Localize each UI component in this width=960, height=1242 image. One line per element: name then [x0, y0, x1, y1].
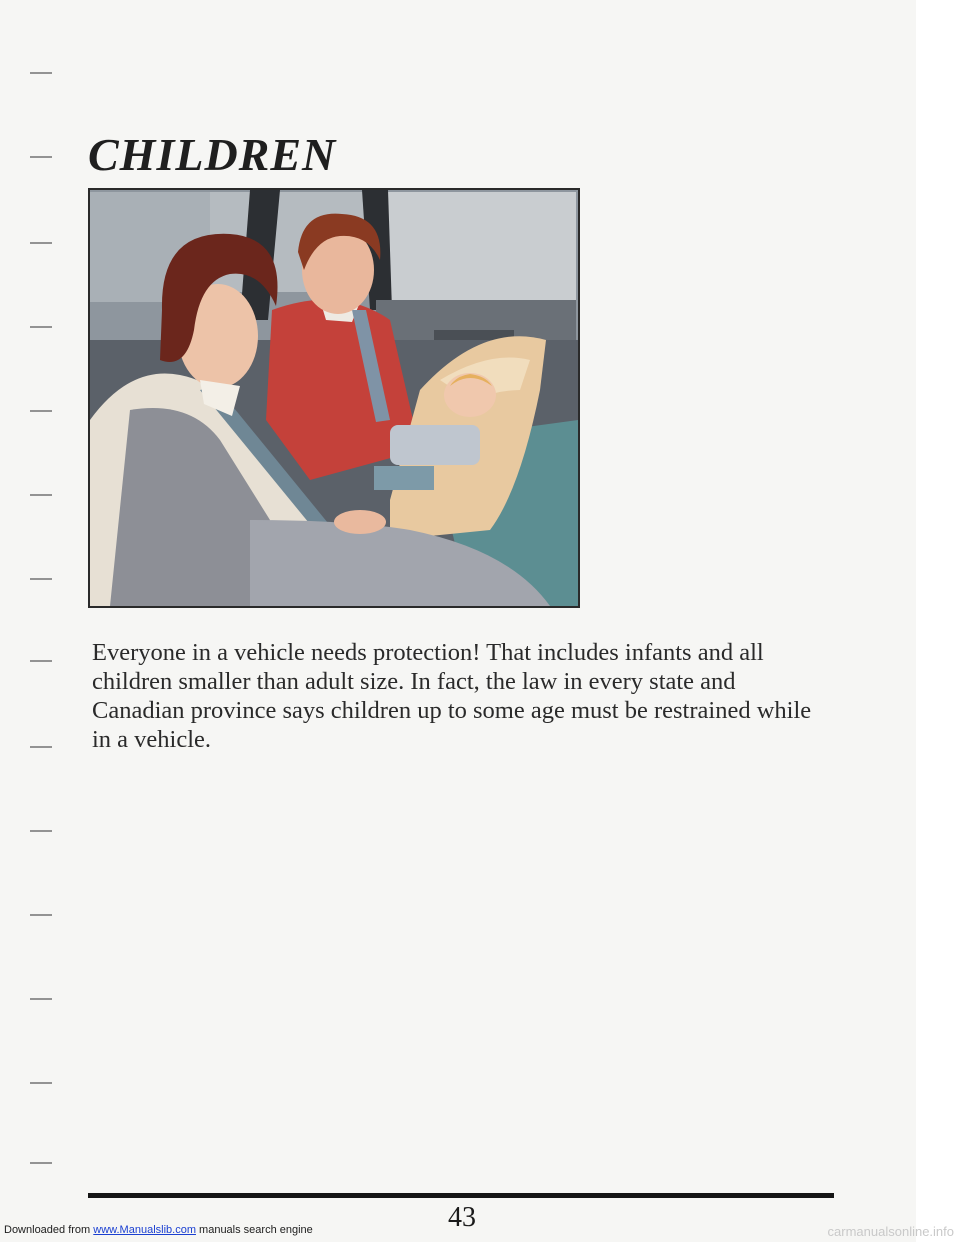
margin-mark: [30, 746, 52, 748]
download-suffix: manuals search engine: [195, 1224, 313, 1236]
margin-mark: [30, 242, 52, 244]
download-note: [4, 1224, 313, 1236]
margin-mark: [30, 1162, 52, 1164]
page-right-margin: [916, 0, 960, 1242]
margin-mark: [30, 914, 52, 916]
margin-mark: [30, 1082, 52, 1084]
margin-mark: [30, 72, 52, 74]
margin-mark: [30, 410, 52, 412]
page-number: 43: [448, 1202, 476, 1233]
footer-rule: [88, 1193, 834, 1198]
margin-mark: [30, 494, 52, 496]
margin-mark: [30, 830, 52, 832]
manualslib-link[interactable]: www.Manualslib.com: [93, 1224, 196, 1236]
margin-mark: [30, 998, 52, 1000]
watermark-text: carmanualsonline.info: [827, 1224, 954, 1239]
margin-mark: [30, 156, 52, 158]
margin-mark: [30, 326, 52, 328]
margin-mark: [30, 660, 52, 662]
section-heading: CHILDREN: [88, 129, 337, 180]
download-prefix: Downloaded from: [4, 1224, 94, 1236]
child-seat-illustration: [88, 188, 580, 608]
body-paragraph: Everyone in a vehicle needs protection! That includes infants and all children smaller than adult size. In fact, the law in every state and Canadian province says children up to some age must be restrained while in a vehicle.: [92, 639, 812, 753]
margin-mark: [30, 578, 52, 580]
